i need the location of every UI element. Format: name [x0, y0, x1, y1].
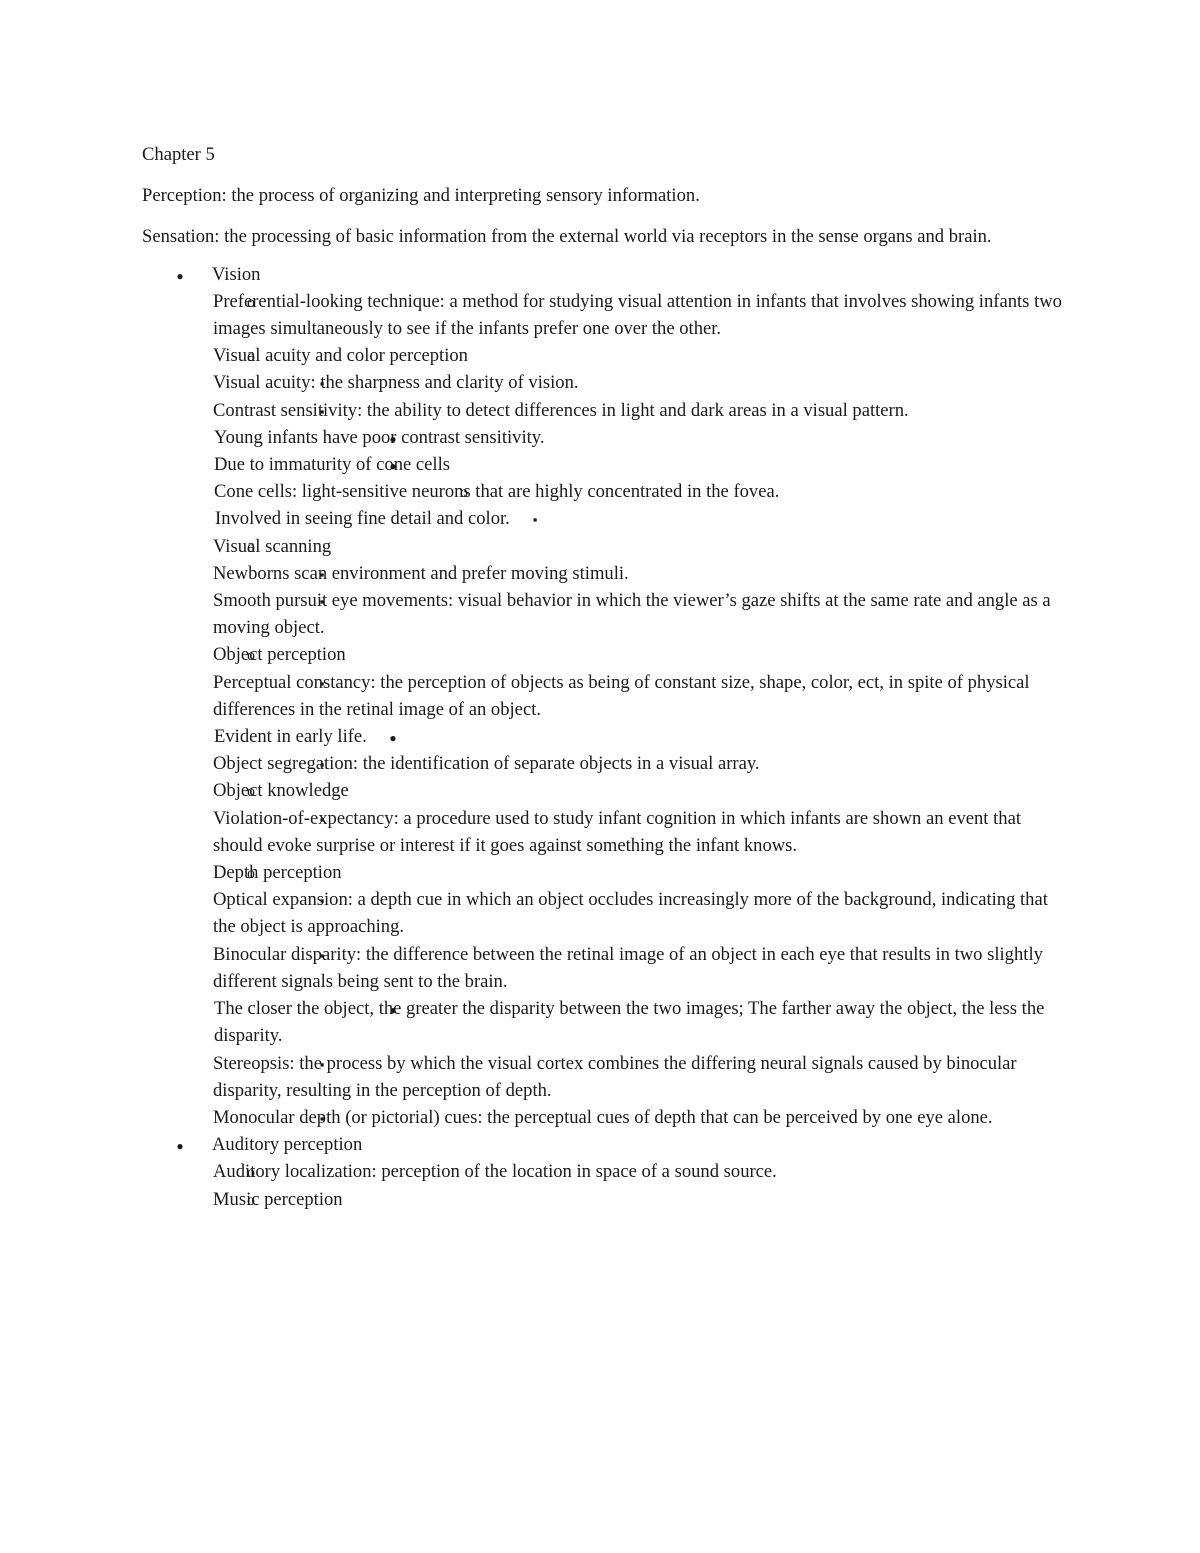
list-item	[142, 1158, 1062, 1185]
square-bullet-icon	[312, 369, 332, 397]
list-item	[143, 424, 1062, 451]
list-item	[142, 859, 1062, 1131]
disc-bullet-icon	[170, 261, 190, 290]
circle-bullet-icon	[454, 478, 474, 506]
square-bullet-icon	[312, 560, 332, 588]
circle-bullet-icon	[241, 342, 261, 370]
disc-bullet-icon	[383, 723, 403, 752]
object-knowledge-sublist	[143, 805, 1062, 859]
vision-sublist	[142, 288, 1062, 1131]
list-item	[143, 669, 1062, 751]
constancy-sublist	[143, 723, 1062, 750]
scanning-sublist	[143, 560, 1062, 642]
cone-cells-text: Cone cells: light-sensitive neurons that are highly concentrated in the fovea.	[214, 481, 780, 503]
acuity-color-heading: Visual acuity and color perception	[213, 345, 468, 367]
circle-bullet-icon	[241, 777, 261, 805]
fine-detail-text: Involved in seeing fine detail and color.	[215, 508, 510, 530]
list-item-vision	[142, 261, 1062, 1132]
preferential-looking-text: Preferential-looking technique: a method for studying visual attention in infants that involves showing infants two images simultaneously to see if the infants prefer one over the other.	[213, 290, 1062, 340]
disc-bullet-icon	[383, 424, 403, 453]
disc-bullet-icon	[170, 1131, 190, 1160]
object-perception-sublist	[143, 669, 1062, 778]
list-item	[143, 886, 1062, 940]
closer-object-text: The closer the object, the greater the disparity between the two images; The farther away the object, the less the disparity.	[214, 998, 1045, 1047]
cone-sublist	[144, 478, 1062, 532]
acuity-sublist	[143, 369, 1062, 532]
cone-immaturity-text: Due to immaturity of cone cells	[214, 454, 450, 476]
contrast-sensitivity-text: Contrast sensitivity: the ability to detect differences in light and dark areas in a visual pattern.	[213, 399, 909, 421]
young-infants-text: Young infants have poor contrast sensitivity.	[214, 426, 545, 448]
violation-of-expectancy-text: Violation-of-expectancy: a procedure used to study infant cognition in which infants are shown an event that should evoke surprise or interest if it goes against something the infant knows.	[213, 807, 1021, 856]
list-item	[143, 369, 1062, 396]
disc-bullet-icon	[383, 995, 403, 1024]
list-item	[143, 723, 1062, 750]
cone-detail-sublist	[144, 505, 1062, 532]
square-bullet-icon	[312, 587, 332, 615]
list-item	[143, 1050, 1062, 1104]
list-item	[143, 1104, 1062, 1131]
list-item	[143, 560, 1062, 587]
list-item	[143, 451, 1062, 533]
square-bullet-icon	[312, 941, 332, 969]
list-item	[142, 641, 1062, 777]
circle-bullet-icon	[241, 288, 261, 316]
binocular-sublist	[143, 995, 1062, 1049]
square-bullet-icon	[312, 1104, 332, 1132]
list-item	[144, 478, 1062, 532]
circle-bullet-icon	[241, 1158, 261, 1186]
square-bullet-icon	[312, 886, 332, 914]
list-item	[144, 505, 1062, 532]
list-item-label: Vision	[212, 263, 261, 285]
auditory-sublist	[142, 1158, 1062, 1212]
stereopsis-text: Stereopsis: the process by which the visual cortex combines the differing neural signals caused by binocular disparity, resulting in the perception of depth.	[213, 1052, 1017, 1101]
document-body	[142, 141, 1062, 1213]
square-bullet-icon	[312, 669, 332, 697]
object-perception-heading: Object perception	[213, 644, 346, 666]
square-bullet-icon	[312, 1050, 332, 1078]
list-item	[143, 750, 1062, 777]
object-knowledge-heading: Object knowledge	[213, 780, 349, 802]
disc-bullet-icon	[383, 451, 403, 480]
square-bullet-icon	[312, 750, 332, 778]
depth-sublist	[143, 886, 1062, 1131]
contrast-sublist	[143, 424, 1062, 533]
square-bullet-icon	[525, 505, 545, 533]
object-segregation-text: Object segregation: the identification of separate objects in a visual array.	[213, 753, 760, 775]
list-item	[143, 995, 1062, 1049]
list-item-label: Auditory perception	[212, 1134, 363, 1156]
binocular-disparity-text: Binocular disparity: the difference between the retinal image of an object in each eye that results in two slightly different signals being sent to the brain.	[213, 943, 1043, 992]
circle-bullet-icon	[241, 1186, 261, 1214]
list-item	[142, 777, 1062, 859]
list-item	[143, 587, 1062, 641]
perception-definition: Perception: the process of organizing and interpreting sensory information.	[142, 185, 700, 207]
square-bullet-icon	[312, 397, 332, 425]
optical-expansion-text: Optical expansion: a depth cue in which an object occludes increasingly more of the background, indicating that the object is approaching.	[213, 889, 1048, 938]
monocular-cues-text: Monocular depth (or pictorial) cues: the perceptual cues of depth that can be perceived by one eye alone.	[213, 1106, 993, 1128]
outline-list	[142, 261, 1062, 1213]
list-item	[142, 288, 1062, 342]
visual-acuity-text: Visual acuity: the sharpness and clarity of vision.	[213, 372, 579, 394]
auditory-localization-text: Auditory localization: perception of the location in space of a sound source.	[213, 1161, 777, 1183]
sensation-definition: Sensation: the processing of basic information from the external world via receptors in the sense organs and brain.	[142, 226, 992, 248]
list-item	[143, 941, 1062, 1050]
smooth-pursuit-text: Smooth pursuit eye movements: visual behavior in which the viewer’s gaze shifts at the same rate and angle as a moving object.	[213, 590, 1051, 639]
visual-scanning-heading: Visual scanning	[213, 535, 332, 557]
list-item	[142, 1186, 1062, 1213]
depth-perception-heading: Depth perception	[213, 862, 342, 884]
square-bullet-icon	[312, 805, 332, 833]
perceptual-constancy-text: Perceptual constancy: the perception of objects as being of constant size, shape, color, ect, in spite of physical differences in the retinal image of an object.	[213, 671, 1030, 720]
newborns-text: Newborns scan environment and prefer moving stimuli.	[213, 562, 629, 584]
evident-text: Evident in early life.	[214, 726, 367, 748]
circle-bullet-icon	[241, 533, 261, 561]
music-perception-text: Music perception	[213, 1188, 343, 1210]
list-item	[143, 805, 1062, 859]
list-item	[142, 342, 1062, 532]
list-item	[143, 397, 1062, 533]
list-item	[142, 533, 1062, 642]
list-item-auditory	[142, 1131, 1062, 1213]
chapter-title: Chapter 5	[142, 144, 215, 165]
circle-bullet-icon	[241, 641, 261, 669]
circle-bullet-icon	[241, 859, 261, 887]
